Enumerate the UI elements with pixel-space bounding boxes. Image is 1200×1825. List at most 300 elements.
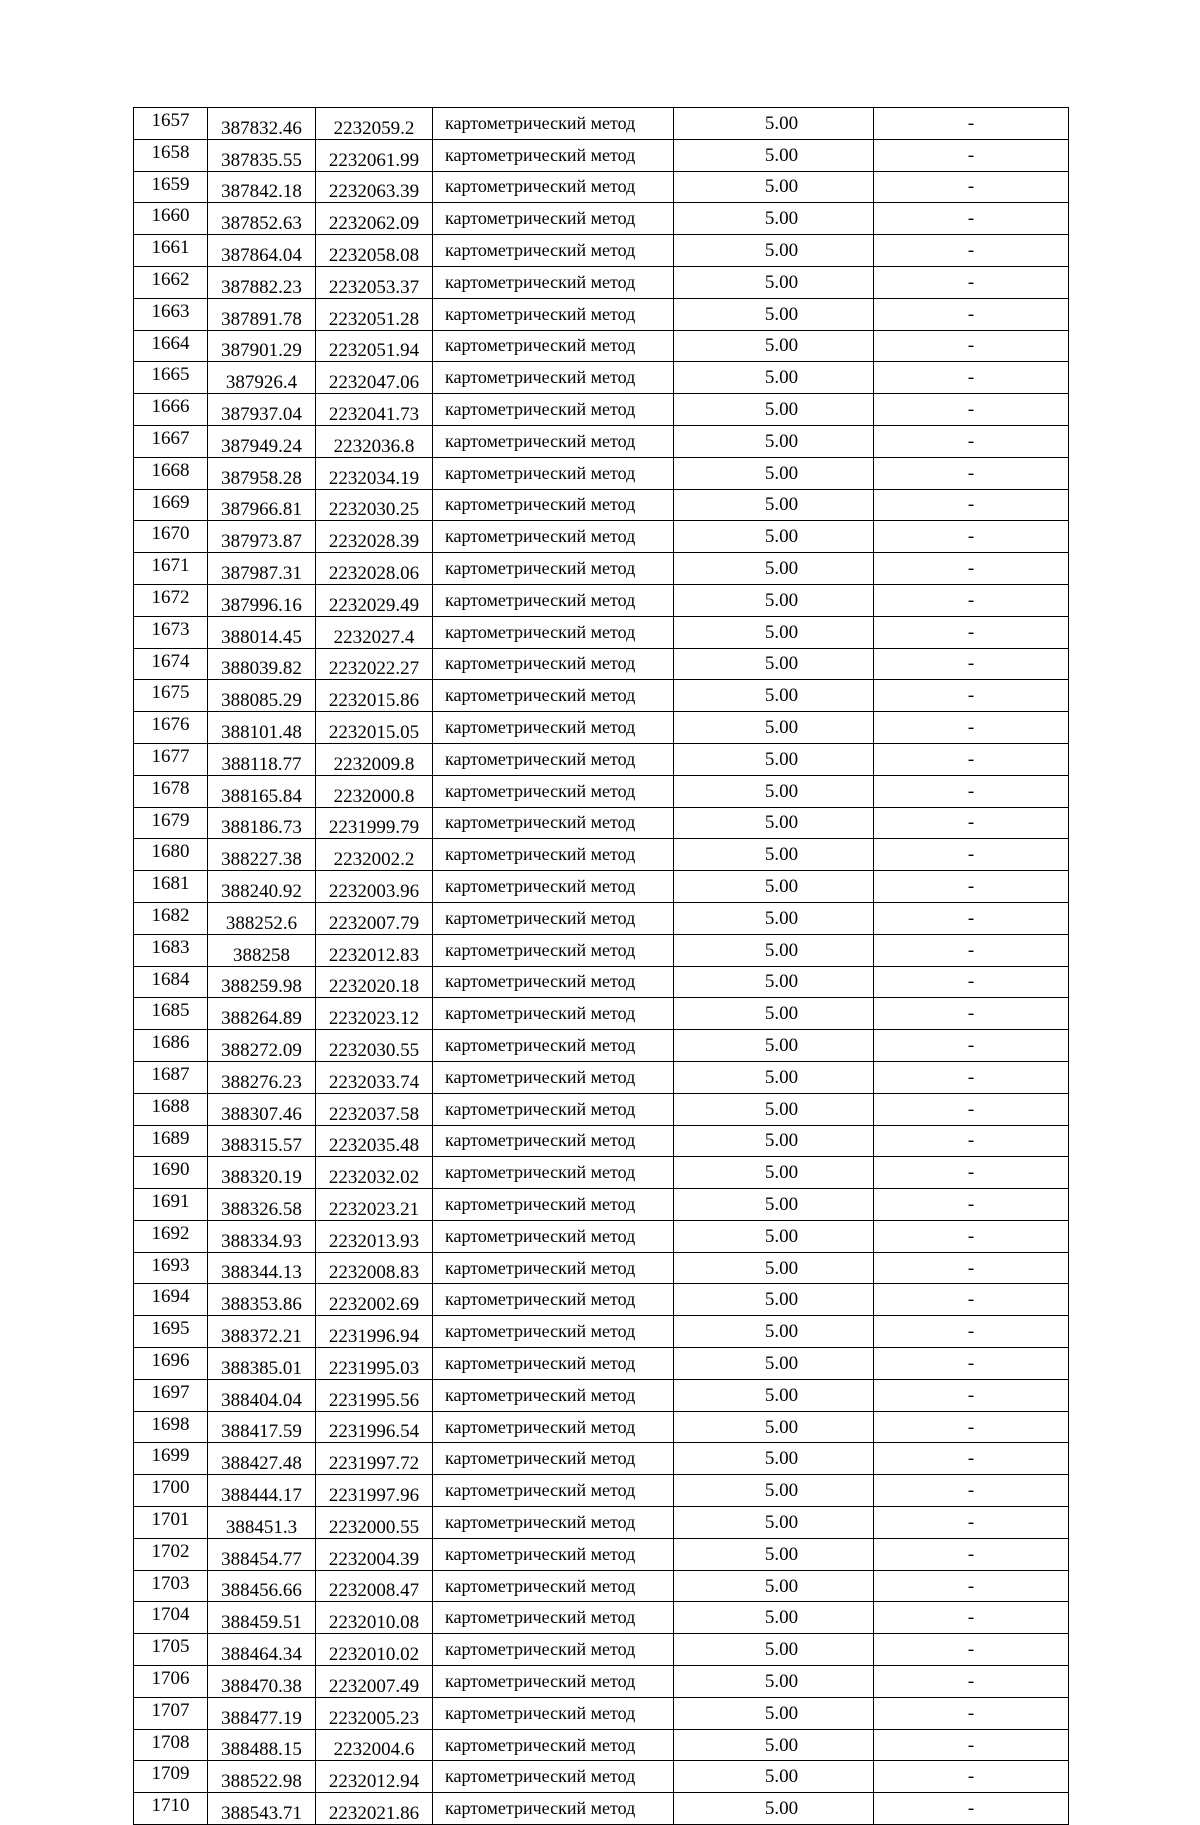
- y-coordinate-cell: 2232032.02: [316, 1157, 433, 1189]
- description-cell: -: [874, 775, 1069, 807]
- y-coordinate-cell: 2232015.05: [316, 712, 433, 744]
- y-coordinate-cell: 2232012.83: [316, 934, 433, 966]
- accuracy-cell: 5.00: [674, 902, 874, 934]
- y-coordinate-cell: 2231999.79: [316, 807, 433, 839]
- table-row: [134, 1030, 1069, 1062]
- accuracy-cell: 5.00: [674, 1125, 874, 1157]
- x-coordinate-cell: 388456.66: [208, 1570, 316, 1602]
- description-cell: -: [874, 1252, 1069, 1284]
- coordinates-table-body: [134, 108, 1069, 1825]
- description-cell: -: [874, 457, 1069, 489]
- y-coordinate-cell: 2231997.72: [316, 1443, 433, 1475]
- accuracy-cell: 5.00: [674, 648, 874, 680]
- accuracy-cell: 5.00: [674, 998, 874, 1030]
- table-row: [134, 1157, 1069, 1189]
- table-row: [134, 1538, 1069, 1570]
- table-row: [134, 1602, 1069, 1634]
- x-coordinate-cell: 388315.57: [208, 1125, 316, 1157]
- y-coordinate-cell: 2232002.2: [316, 839, 433, 871]
- point-number-cell: 1659: [134, 171, 208, 203]
- x-coordinate-cell: 387864.04: [208, 235, 316, 267]
- method-cell: картометрический метод: [433, 521, 674, 553]
- y-coordinate-cell: 2232015.86: [316, 680, 433, 712]
- method-cell: картометрический метод: [433, 1443, 674, 1475]
- table-row: [134, 235, 1069, 267]
- description-cell: -: [874, 139, 1069, 171]
- table-row: [134, 743, 1069, 775]
- point-number-cell: 1709: [134, 1761, 208, 1793]
- point-number-cell: 1662: [134, 266, 208, 298]
- accuracy-cell: 5.00: [674, 394, 874, 426]
- table-row: [134, 871, 1069, 903]
- accuracy-cell: 5.00: [674, 1570, 874, 1602]
- description-cell: -: [874, 1411, 1069, 1443]
- method-cell: картометрический метод: [433, 1348, 674, 1380]
- x-coordinate-cell: 388464.34: [208, 1634, 316, 1666]
- y-coordinate-cell: 2232047.06: [316, 362, 433, 394]
- y-coordinate-cell: 2232036.8: [316, 425, 433, 457]
- point-number-cell: 1669: [134, 489, 208, 521]
- table-row: [134, 362, 1069, 394]
- accuracy-cell: 5.00: [674, 839, 874, 871]
- accuracy-cell: 5.00: [674, 584, 874, 616]
- point-number-cell: 1675: [134, 680, 208, 712]
- x-coordinate-cell: 388276.23: [208, 1061, 316, 1093]
- y-coordinate-cell: 2232012.94: [316, 1761, 433, 1793]
- table-row: [134, 425, 1069, 457]
- x-coordinate-cell: 388039.82: [208, 648, 316, 680]
- x-coordinate-cell: 388307.46: [208, 1093, 316, 1125]
- point-number-cell: 1666: [134, 394, 208, 426]
- point-number-cell: 1657: [134, 108, 208, 140]
- method-cell: картометрический метод: [433, 1379, 674, 1411]
- description-cell: -: [874, 648, 1069, 680]
- point-number-cell: 1706: [134, 1666, 208, 1698]
- accuracy-cell: 5.00: [674, 775, 874, 807]
- method-cell: картометрический метод: [433, 171, 674, 203]
- y-coordinate-cell: 2232030.55: [316, 1030, 433, 1062]
- point-number-cell: 1705: [134, 1634, 208, 1666]
- accuracy-cell: 5.00: [674, 1379, 874, 1411]
- accuracy-cell: 5.00: [674, 1093, 874, 1125]
- point-number-cell: 1703: [134, 1570, 208, 1602]
- accuracy-cell: 5.00: [674, 1793, 874, 1825]
- table-row: [134, 712, 1069, 744]
- point-number-cell: 1702: [134, 1538, 208, 1570]
- table-row: [134, 1284, 1069, 1316]
- point-number-cell: 1699: [134, 1443, 208, 1475]
- accuracy-cell: 5.00: [674, 743, 874, 775]
- method-cell: картометрический метод: [433, 966, 674, 998]
- description-cell: -: [874, 1125, 1069, 1157]
- y-coordinate-cell: 2232009.8: [316, 743, 433, 775]
- y-coordinate-cell: 2232061.99: [316, 139, 433, 171]
- table-row: [134, 839, 1069, 871]
- point-number-cell: 1701: [134, 1507, 208, 1539]
- table-row: [134, 139, 1069, 171]
- description-cell: -: [874, 1284, 1069, 1316]
- description-cell: -: [874, 1666, 1069, 1698]
- table-row: [134, 203, 1069, 235]
- point-number-cell: 1680: [134, 839, 208, 871]
- x-coordinate-cell: 388459.51: [208, 1602, 316, 1634]
- table-row: [134, 298, 1069, 330]
- x-coordinate-cell: 388320.19: [208, 1157, 316, 1189]
- x-coordinate-cell: 388334.93: [208, 1220, 316, 1252]
- description-cell: -: [874, 1443, 1069, 1475]
- method-cell: картометрический метод: [433, 425, 674, 457]
- method-cell: картометрический метод: [433, 1220, 674, 1252]
- x-coordinate-cell: 388543.71: [208, 1793, 316, 1825]
- table-row: [134, 171, 1069, 203]
- method-cell: картометрический метод: [433, 1634, 674, 1666]
- x-coordinate-cell: 388258: [208, 934, 316, 966]
- accuracy-cell: 5.00: [674, 139, 874, 171]
- x-coordinate-cell: 387937.04: [208, 394, 316, 426]
- point-number-cell: 1663: [134, 298, 208, 330]
- method-cell: картометрический метод: [433, 1761, 674, 1793]
- point-number-cell: 1688: [134, 1093, 208, 1125]
- table-row: [134, 394, 1069, 426]
- point-number-cell: 1670: [134, 521, 208, 553]
- table-row: [134, 330, 1069, 362]
- accuracy-cell: 5.00: [674, 1252, 874, 1284]
- point-number-cell: 1685: [134, 998, 208, 1030]
- coordinates-table: [133, 107, 1069, 1825]
- x-coordinate-cell: 388264.89: [208, 998, 316, 1030]
- y-coordinate-cell: 2232010.02: [316, 1634, 433, 1666]
- description-cell: -: [874, 680, 1069, 712]
- y-coordinate-cell: 2232051.28: [316, 298, 433, 330]
- description-cell: -: [874, 807, 1069, 839]
- accuracy-cell: 5.00: [674, 1729, 874, 1761]
- method-cell: картометрический метод: [433, 998, 674, 1030]
- point-number-cell: 1692: [134, 1220, 208, 1252]
- method-cell: картометрический метод: [433, 1061, 674, 1093]
- x-coordinate-cell: 387852.63: [208, 203, 316, 235]
- x-coordinate-cell: 388385.01: [208, 1348, 316, 1380]
- x-coordinate-cell: 387926.4: [208, 362, 316, 394]
- method-cell: картометрический метод: [433, 362, 674, 394]
- method-cell: картометрический метод: [433, 712, 674, 744]
- point-number-cell: 1665: [134, 362, 208, 394]
- table-row: [134, 1697, 1069, 1729]
- y-coordinate-cell: 2231995.03: [316, 1348, 433, 1380]
- description-cell: -: [874, 1475, 1069, 1507]
- accuracy-cell: 5.00: [674, 457, 874, 489]
- table-row: [134, 108, 1069, 140]
- point-number-cell: 1674: [134, 648, 208, 680]
- method-cell: картометрический метод: [433, 298, 674, 330]
- x-coordinate-cell: 388101.48: [208, 712, 316, 744]
- accuracy-cell: 5.00: [674, 203, 874, 235]
- y-coordinate-cell: 2232041.73: [316, 394, 433, 426]
- table-row: [134, 1189, 1069, 1221]
- point-number-cell: 1667: [134, 425, 208, 457]
- y-coordinate-cell: 2232028.06: [316, 553, 433, 585]
- description-cell: -: [874, 1602, 1069, 1634]
- y-coordinate-cell: 2232008.47: [316, 1570, 433, 1602]
- y-coordinate-cell: 2231996.94: [316, 1316, 433, 1348]
- method-cell: картометрический метод: [433, 1125, 674, 1157]
- y-coordinate-cell: 2232021.86: [316, 1793, 433, 1825]
- x-coordinate-cell: 388488.15: [208, 1729, 316, 1761]
- description-cell: -: [874, 203, 1069, 235]
- accuracy-cell: 5.00: [674, 1411, 874, 1443]
- accuracy-cell: 5.00: [674, 330, 874, 362]
- point-number-cell: 1681: [134, 871, 208, 903]
- y-coordinate-cell: 2232059.2: [316, 108, 433, 140]
- description-cell: -: [874, 1507, 1069, 1539]
- x-coordinate-cell: 387996.16: [208, 584, 316, 616]
- table-row: [134, 457, 1069, 489]
- y-coordinate-cell: 2232003.96: [316, 871, 433, 903]
- x-coordinate-cell: 387891.78: [208, 298, 316, 330]
- accuracy-cell: 5.00: [674, 1316, 874, 1348]
- description-cell: -: [874, 966, 1069, 998]
- point-number-cell: 1679: [134, 807, 208, 839]
- point-number-cell: 1690: [134, 1157, 208, 1189]
- accuracy-cell: 5.00: [674, 1030, 874, 1062]
- accuracy-cell: 5.00: [674, 1284, 874, 1316]
- description-cell: -: [874, 1538, 1069, 1570]
- method-cell: картометрический метод: [433, 871, 674, 903]
- method-cell: картометрический метод: [433, 330, 674, 362]
- method-cell: картометрический метод: [433, 775, 674, 807]
- point-number-cell: 1691: [134, 1189, 208, 1221]
- point-number-cell: 1672: [134, 584, 208, 616]
- y-coordinate-cell: 2232008.83: [316, 1252, 433, 1284]
- x-coordinate-cell: 388404.04: [208, 1379, 316, 1411]
- x-coordinate-cell: 387882.23: [208, 266, 316, 298]
- description-cell: -: [874, 998, 1069, 1030]
- table-row: [134, 1379, 1069, 1411]
- y-coordinate-cell: 2231996.54: [316, 1411, 433, 1443]
- x-coordinate-cell: 388240.92: [208, 871, 316, 903]
- accuracy-cell: 5.00: [674, 1666, 874, 1698]
- description-cell: -: [874, 235, 1069, 267]
- accuracy-cell: 5.00: [674, 616, 874, 648]
- method-cell: картометрический метод: [433, 235, 674, 267]
- x-coordinate-cell: 388417.59: [208, 1411, 316, 1443]
- point-number-cell: 1698: [134, 1411, 208, 1443]
- table-row: [134, 489, 1069, 521]
- accuracy-cell: 5.00: [674, 108, 874, 140]
- description-cell: -: [874, 521, 1069, 553]
- description-cell: -: [874, 1061, 1069, 1093]
- description-cell: -: [874, 902, 1069, 934]
- x-coordinate-cell: 388259.98: [208, 966, 316, 998]
- table-row: [134, 1634, 1069, 1666]
- x-coordinate-cell: 388451.3: [208, 1507, 316, 1539]
- x-coordinate-cell: 388353.86: [208, 1284, 316, 1316]
- method-cell: картометрический метод: [433, 902, 674, 934]
- table-row: [134, 966, 1069, 998]
- y-coordinate-cell: 2232007.79: [316, 902, 433, 934]
- method-cell: картометрический метод: [433, 139, 674, 171]
- y-coordinate-cell: 2232063.39: [316, 171, 433, 203]
- description-cell: -: [874, 553, 1069, 585]
- point-number-cell: 1668: [134, 457, 208, 489]
- point-number-cell: 1693: [134, 1252, 208, 1284]
- description-cell: -: [874, 362, 1069, 394]
- y-coordinate-cell: 2232033.74: [316, 1061, 433, 1093]
- table-row: [134, 521, 1069, 553]
- description-cell: -: [874, 1729, 1069, 1761]
- point-number-cell: 1708: [134, 1729, 208, 1761]
- x-coordinate-cell: 388326.58: [208, 1189, 316, 1221]
- table-row: [134, 902, 1069, 934]
- table-row: [134, 934, 1069, 966]
- method-cell: картометрический метод: [433, 1697, 674, 1729]
- table-row: [134, 1793, 1069, 1825]
- point-number-cell: 1700: [134, 1475, 208, 1507]
- table-row: [134, 1061, 1069, 1093]
- point-number-cell: 1687: [134, 1061, 208, 1093]
- point-number-cell: 1710: [134, 1793, 208, 1825]
- method-cell: картометрический метод: [433, 1411, 674, 1443]
- x-coordinate-cell: 388227.38: [208, 839, 316, 871]
- table-row: [134, 1507, 1069, 1539]
- description-cell: -: [874, 1316, 1069, 1348]
- y-coordinate-cell: 2232022.27: [316, 648, 433, 680]
- accuracy-cell: 5.00: [674, 425, 874, 457]
- y-coordinate-cell: 2232030.25: [316, 489, 433, 521]
- accuracy-cell: 5.00: [674, 171, 874, 203]
- table-row: [134, 266, 1069, 298]
- accuracy-cell: 5.00: [674, 1220, 874, 1252]
- table-row: [134, 1093, 1069, 1125]
- accuracy-cell: 5.00: [674, 362, 874, 394]
- accuracy-cell: 5.00: [674, 1634, 874, 1666]
- method-cell: картометрический метод: [433, 1729, 674, 1761]
- x-coordinate-cell: 387835.55: [208, 139, 316, 171]
- description-cell: -: [874, 616, 1069, 648]
- x-coordinate-cell: 388252.6: [208, 902, 316, 934]
- y-coordinate-cell: 2232029.49: [316, 584, 433, 616]
- accuracy-cell: 5.00: [674, 680, 874, 712]
- point-number-cell: 1707: [134, 1697, 208, 1729]
- point-number-cell: 1676: [134, 712, 208, 744]
- accuracy-cell: 5.00: [674, 266, 874, 298]
- method-cell: картометрический метод: [433, 1189, 674, 1221]
- y-coordinate-cell: 2232000.8: [316, 775, 433, 807]
- table-row: [134, 1729, 1069, 1761]
- description-cell: -: [874, 1761, 1069, 1793]
- method-cell: картометрический метод: [433, 1475, 674, 1507]
- accuracy-cell: 5.00: [674, 807, 874, 839]
- accuracy-cell: 5.00: [674, 1443, 874, 1475]
- description-cell: -: [874, 1379, 1069, 1411]
- accuracy-cell: 5.00: [674, 298, 874, 330]
- accuracy-cell: 5.00: [674, 1157, 874, 1189]
- point-number-cell: 1696: [134, 1348, 208, 1380]
- accuracy-cell: 5.00: [674, 1475, 874, 1507]
- y-coordinate-cell: 2232007.49: [316, 1666, 433, 1698]
- method-cell: картометрический метод: [433, 489, 674, 521]
- accuracy-cell: 5.00: [674, 553, 874, 585]
- method-cell: картометрический метод: [433, 1570, 674, 1602]
- description-cell: -: [874, 1348, 1069, 1380]
- description-cell: -: [874, 584, 1069, 616]
- description-cell: -: [874, 1634, 1069, 1666]
- x-coordinate-cell: 388272.09: [208, 1030, 316, 1062]
- x-coordinate-cell: 388454.77: [208, 1538, 316, 1570]
- method-cell: картометрический метод: [433, 553, 674, 585]
- method-cell: картометрический метод: [433, 807, 674, 839]
- point-number-cell: 1661: [134, 235, 208, 267]
- description-cell: -: [874, 712, 1069, 744]
- description-cell: -: [874, 1570, 1069, 1602]
- table-row: [134, 1570, 1069, 1602]
- method-cell: картометрический метод: [433, 457, 674, 489]
- point-number-cell: 1686: [134, 1030, 208, 1062]
- point-number-cell: 1660: [134, 203, 208, 235]
- method-cell: картометрический метод: [433, 1793, 674, 1825]
- accuracy-cell: 5.00: [674, 966, 874, 998]
- x-coordinate-cell: 387987.31: [208, 553, 316, 585]
- y-coordinate-cell: 2232002.69: [316, 1284, 433, 1316]
- description-cell: -: [874, 425, 1069, 457]
- y-coordinate-cell: 2232004.39: [316, 1538, 433, 1570]
- table-row: [134, 775, 1069, 807]
- method-cell: картометрический метод: [433, 648, 674, 680]
- x-coordinate-cell: 388522.98: [208, 1761, 316, 1793]
- x-coordinate-cell: 387901.29: [208, 330, 316, 362]
- accuracy-cell: 5.00: [674, 871, 874, 903]
- method-cell: картометрический метод: [433, 1666, 674, 1698]
- x-coordinate-cell: 388477.19: [208, 1697, 316, 1729]
- table-row: [134, 1316, 1069, 1348]
- y-coordinate-cell: 2232000.55: [316, 1507, 433, 1539]
- description-cell: -: [874, 1030, 1069, 1062]
- point-number-cell: 1658: [134, 139, 208, 171]
- x-coordinate-cell: 388014.45: [208, 616, 316, 648]
- y-coordinate-cell: 2232004.6: [316, 1729, 433, 1761]
- y-coordinate-cell: 2232053.37: [316, 266, 433, 298]
- method-cell: картометрический метод: [433, 1284, 674, 1316]
- description-cell: -: [874, 934, 1069, 966]
- description-cell: -: [874, 489, 1069, 521]
- accuracy-cell: 5.00: [674, 1061, 874, 1093]
- y-coordinate-cell: 2232058.08: [316, 235, 433, 267]
- y-coordinate-cell: 2232020.18: [316, 966, 433, 998]
- description-cell: -: [874, 743, 1069, 775]
- method-cell: картометрический метод: [433, 934, 674, 966]
- description-cell: -: [874, 1093, 1069, 1125]
- description-cell: -: [874, 1189, 1069, 1221]
- description-cell: -: [874, 298, 1069, 330]
- table-row: [134, 1348, 1069, 1380]
- method-cell: картометрический метод: [433, 1157, 674, 1189]
- y-coordinate-cell: 2231997.96: [316, 1475, 433, 1507]
- description-cell: -: [874, 839, 1069, 871]
- accuracy-cell: 5.00: [674, 1189, 874, 1221]
- table-row: [134, 1125, 1069, 1157]
- table-row: [134, 584, 1069, 616]
- x-coordinate-cell: 388344.13: [208, 1252, 316, 1284]
- table-row: [134, 1666, 1069, 1698]
- method-cell: картометрический метод: [433, 1602, 674, 1634]
- accuracy-cell: 5.00: [674, 1538, 874, 1570]
- accuracy-cell: 5.00: [674, 521, 874, 553]
- accuracy-cell: 5.00: [674, 1507, 874, 1539]
- y-coordinate-cell: 2232035.48: [316, 1125, 433, 1157]
- y-coordinate-cell: 2232028.39: [316, 521, 433, 553]
- table-row: [134, 648, 1069, 680]
- x-coordinate-cell: 388372.21: [208, 1316, 316, 1348]
- description-cell: -: [874, 1697, 1069, 1729]
